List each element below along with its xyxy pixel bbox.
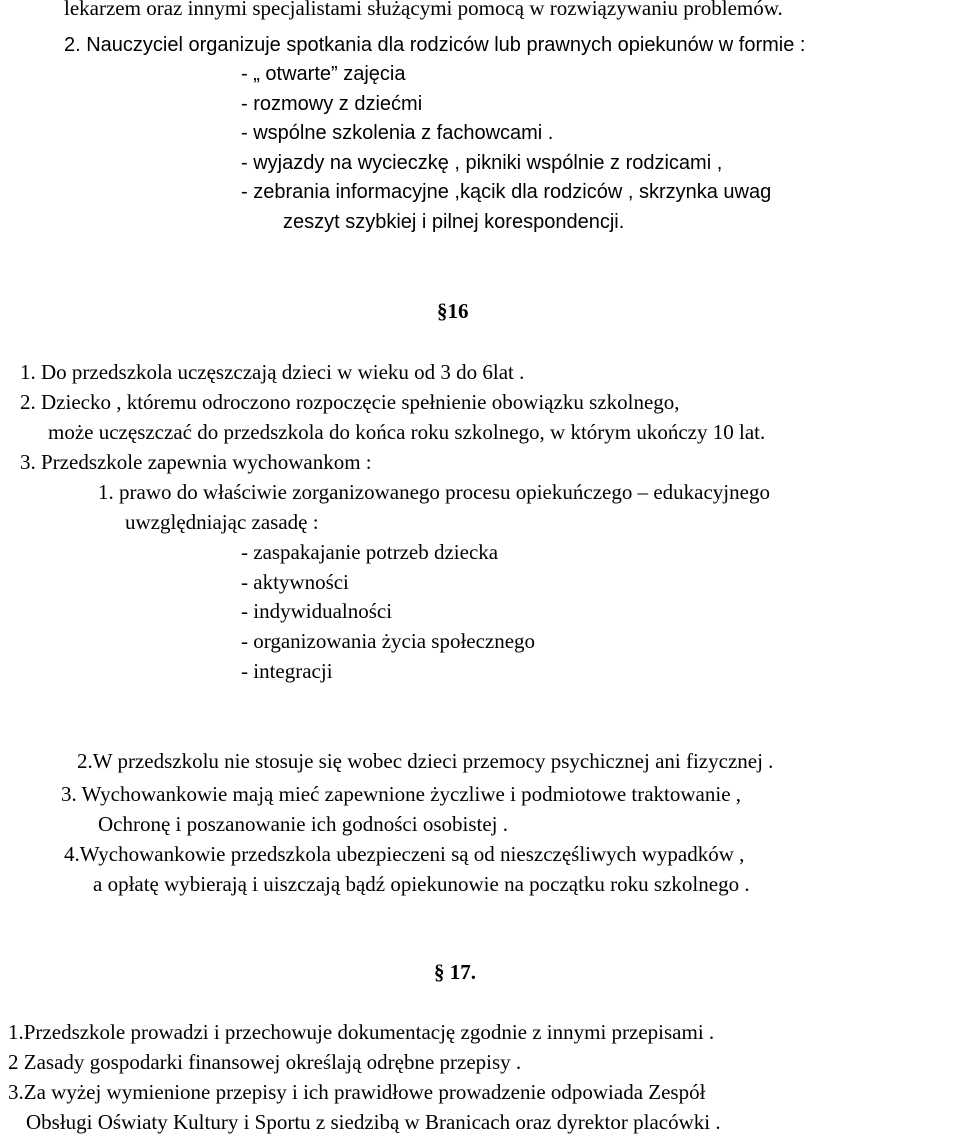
text-line: 2. Nauczyciel organizuje spotkania dla rodziców lub prawnych opiekunów w formie : [64,34,806,56]
text-line: uwzględniając zasadę : [125,510,319,534]
text-line: 1. Do przedszkola uczęszczają dzieci w wieku od 3 do 6lat . [20,360,525,384]
text-line: 3. Wychowankowie mają mieć zapewnione życzliwe i podmiotowe traktowanie , [61,782,742,806]
text-line: zeszyt szybkiej i pilnej korespondencji. [283,211,625,233]
text-line: 2. Dziecko , któremu odroczono rozpoczęcie spełnienie obowiązku szkolnego, [20,390,680,414]
list-item: - wyjazdy na wycieczkę , pikniki wspólnie z rodzicami , [241,152,723,174]
text-line: 3.Za wyżej wymienione przepisy i ich prawidłowe prowadzenie odpowiada Zespół [8,1080,706,1104]
text-line: 3. Przedszkole zapewnia wychowankom : [20,450,372,474]
text-line: lekarzem oraz innymi specjalistami służącymi pomocą w rozwiązywaniu problemów. [64,0,783,20]
list-item: - rozmowy z dziećmi [241,93,423,115]
text-line: 1.Przedszkole prowadzi i przechowuje dokumentację zgodnie z innymi przepisami . [8,1020,715,1044]
text-line: może uczęszczać do przedszkola do końca roku szkolnego, w którym ukończy 10 lat. [48,420,766,444]
text-line: a opłatę wybierają i uiszczają bądź opiekunowie na początku roku szkolnego . [93,872,750,896]
list-item: - integracji [241,659,333,683]
list-item: - zebrania informacyjne ,kącik dla rodziców , skrzynka uwag [241,181,772,203]
text-line: Ochronę i poszanowanie ich godności osobistej . [98,812,508,836]
list-item: - aktywności [241,570,349,594]
list-item: - zaspakajanie potrzeb dziecka [241,540,499,564]
text-line: 1. prawo do właściwie zorganizowanego procesu opiekuńczego – edukacyjnego [98,480,770,504]
list-item: - wspólne szkolenia z fachowcami . [241,122,554,144]
section-heading: §16 [437,299,469,323]
section-heading: § 17. [434,960,476,984]
list-item: - indywidualności [241,599,393,623]
list-item: - „ otwarte” zajęcia [241,63,406,85]
text-line: 2 Zasady gospodarki finansowej określają odrębne przepisy . [8,1050,522,1074]
text-line: Obsługi Oświaty Kultury i Sportu z siedzibą w Branicach oraz dyrektor placówki . [26,1110,721,1134]
text-line: 2.W przedszkolu nie stosuje się wobec dzieci przemocy psychicznej ani fizycznej . [77,749,774,773]
list-item: - organizowania życia społecznego [241,629,536,653]
text-line: 4.Wychowankowie przedszkola ubezpieczeni są od nieszczęśliwych wypadków , [64,842,745,866]
